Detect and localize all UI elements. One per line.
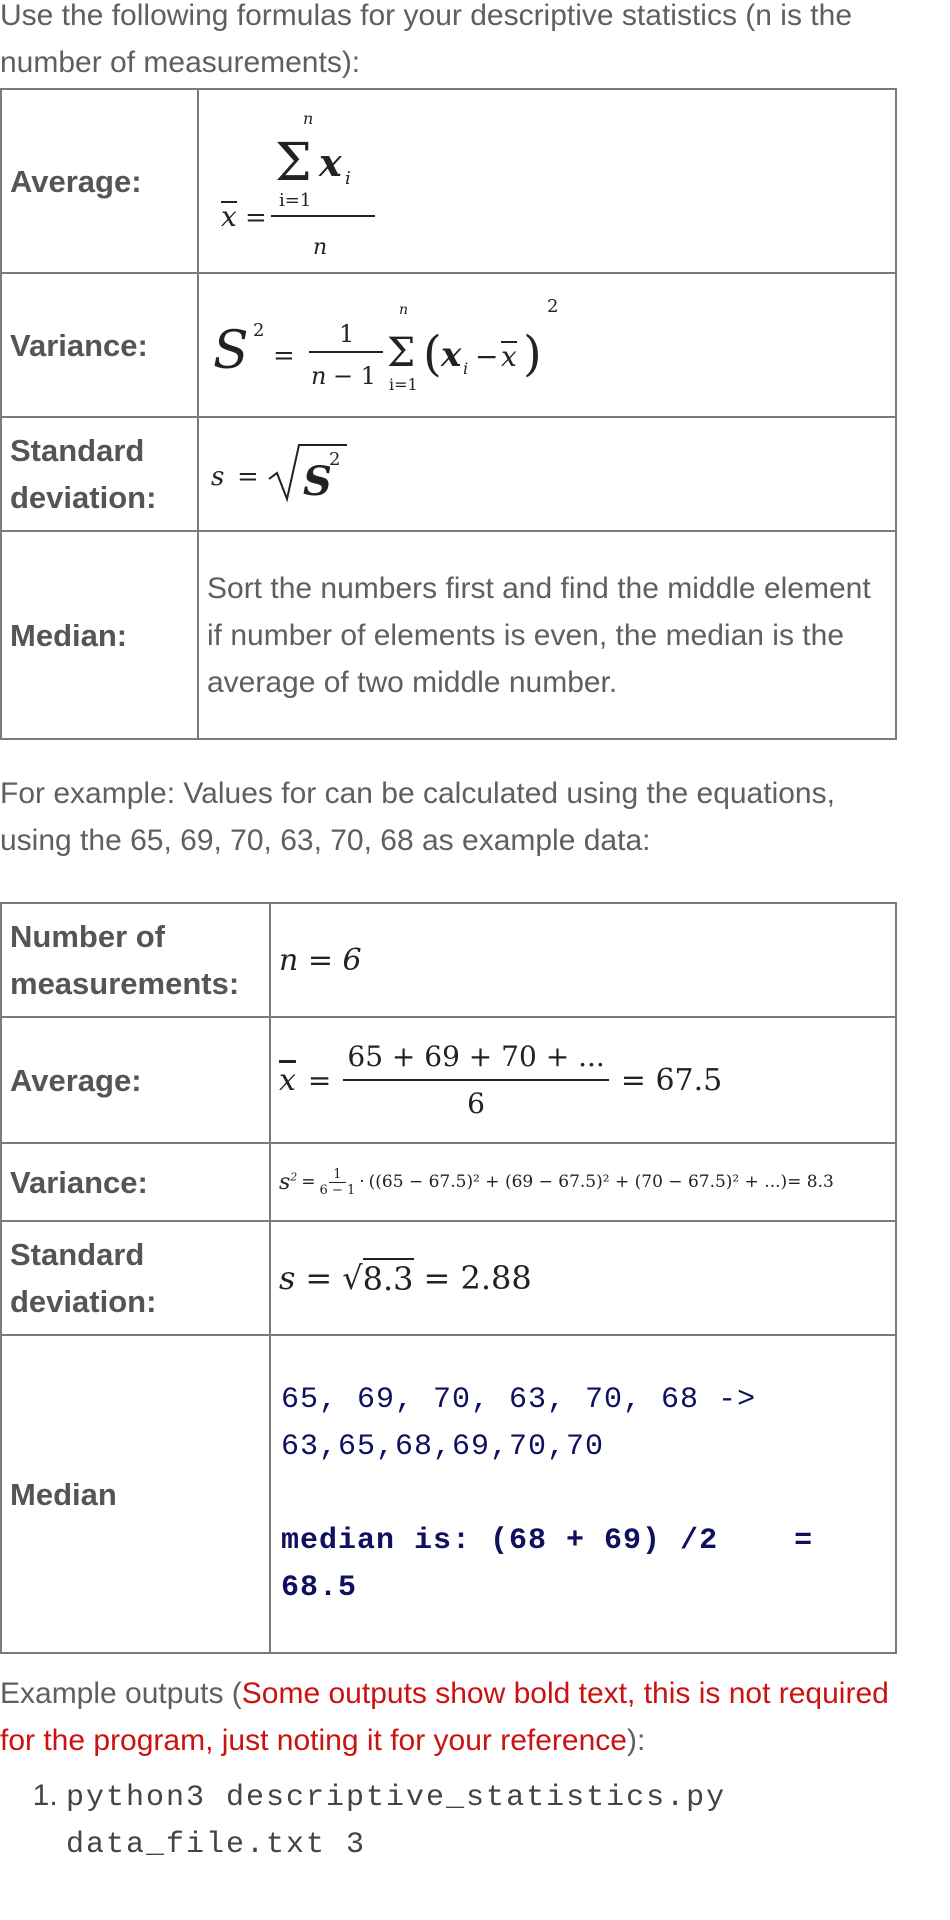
var-fraction: $\frac{1}{6 - 1}$ — [319, 1166, 356, 1198]
s-squared: $s^2$ — [279, 1169, 298, 1195]
svg-text:=: = — [273, 340, 295, 371]
variance-formula-image — [207, 278, 627, 408]
svg-text:n: n — [313, 234, 328, 260]
sqrt-icon: √ — [342, 1259, 363, 1297]
average-formula-image — [207, 94, 407, 264]
output-list — [0, 1772, 950, 1869]
var-dot: · — [359, 1172, 365, 1192]
output-item: 1. python3 descriptive_statistics.py data_file.txt 3 — [66, 1772, 950, 1869]
median-label: Median: — [1, 531, 198, 739]
svg-text:S: S — [303, 457, 332, 505]
example-std-formula — [270, 1221, 896, 1335]
svg-text:x: x — [501, 339, 517, 373]
n-formula — [270, 903, 896, 1017]
svg-text:x: x — [441, 334, 462, 375]
svg-text:): ) — [523, 325, 542, 382]
outputs-note: Some outputs show bold text, this is not required for the program, just noting it for your reference — [0, 1677, 889, 1757]
outputs-suffix: ): — [626, 1724, 646, 1757]
svg-text:Σ: Σ — [387, 329, 416, 376]
example-median-content — [270, 1335, 896, 1653]
var-formula — [270, 1143, 896, 1221]
svg-text:n: n — [399, 301, 409, 318]
svg-text:x: x — [221, 199, 237, 233]
n-label: Number of measurements: — [1, 903, 270, 1017]
std-equals: = — [305, 1259, 333, 1297]
median-sorted-line: 65, 69, 70, 63, 70, 68 -> 63,65,68,69,70,70 — [281, 1382, 776, 1464]
avg-result: = 67.5 — [620, 1062, 723, 1098]
avg-label: Average: — [1, 1017, 270, 1143]
outputs-prefix: Example outputs ( — [0, 1677, 242, 1710]
svg-text:2: 2 — [253, 319, 265, 341]
svg-text:− 1: − 1 — [333, 361, 377, 390]
svg-text:2: 2 — [547, 295, 559, 317]
svg-text:s: s — [211, 461, 225, 492]
svg-text:(: ( — [423, 325, 442, 382]
intro-paragraph: Use the following formulas for your descriptive statistics (n is the number of measurements): — [0, 0, 852, 79]
svg-text:S: S — [213, 320, 249, 381]
average-formula — [198, 89, 896, 273]
std-result: = 2.88 — [423, 1259, 532, 1297]
svg-text:2: 2 — [329, 448, 341, 470]
svg-text:n: n — [303, 108, 314, 128]
std-label: Standard deviation: — [1, 417, 198, 531]
avg-denominator: 6 — [467, 1087, 485, 1120]
n-formula-text: n = 6 — [279, 942, 362, 978]
var-sum: ((65 − 67.5)² + (69 − 67.5)² + (70 − 67.5)² + ...)= 8.3 — [368, 1172, 834, 1192]
average-label: Average: — [1, 89, 198, 273]
avg-formula — [270, 1017, 896, 1143]
variance-label: Variance: — [1, 273, 198, 417]
median-description: Sort the numbers first and find the middle element if number of elements is even, the median is the average of two middle number. — [198, 531, 896, 739]
outputs-paragraph — [0, 1670, 900, 1764]
example-table — [0, 902, 897, 1654]
svg-text:−: − — [475, 339, 499, 373]
svg-text:n: n — [311, 361, 327, 390]
example-median-label: Median — [1, 1335, 270, 1653]
s-symbol: s — [279, 1259, 296, 1297]
avg-numerator: 65 + 69 + 70 + ... — [343, 1040, 608, 1081]
xbar-symbol: $\overline{x}$ — [279, 1062, 296, 1098]
svg-text:x: x — [319, 139, 342, 185]
std-formula — [198, 417, 896, 531]
svg-text:=: = — [237, 461, 259, 492]
std-value: 8.3 — [362, 1260, 414, 1298]
svg-text:i=1: i=1 — [279, 189, 312, 211]
std-formula-image — [207, 427, 387, 517]
example-paragraph: For example: Values for can be calculated using the equations, using the 65, 69, 70, 63, 70, 68 as example data: — [0, 777, 835, 857]
variance-formula — [198, 273, 896, 417]
var-equals: = — [301, 1172, 316, 1192]
svg-text:i: i — [345, 167, 351, 189]
svg-text:Σ: Σ — [275, 132, 312, 193]
svg-text:=: = — [245, 202, 267, 233]
var-label: Variance: — [1, 1143, 270, 1221]
formulas-table — [0, 88, 897, 740]
equals-sign: = — [307, 1063, 332, 1097]
svg-text:i: i — [463, 358, 469, 378]
svg-text:i=1: i=1 — [389, 374, 418, 394]
example-std-label: Standard deviation: — [1, 1221, 270, 1335]
median-result-line: median is: (68 + 69) /2 = 68.5 — [281, 1523, 833, 1605]
svg-text:1: 1 — [339, 319, 355, 348]
